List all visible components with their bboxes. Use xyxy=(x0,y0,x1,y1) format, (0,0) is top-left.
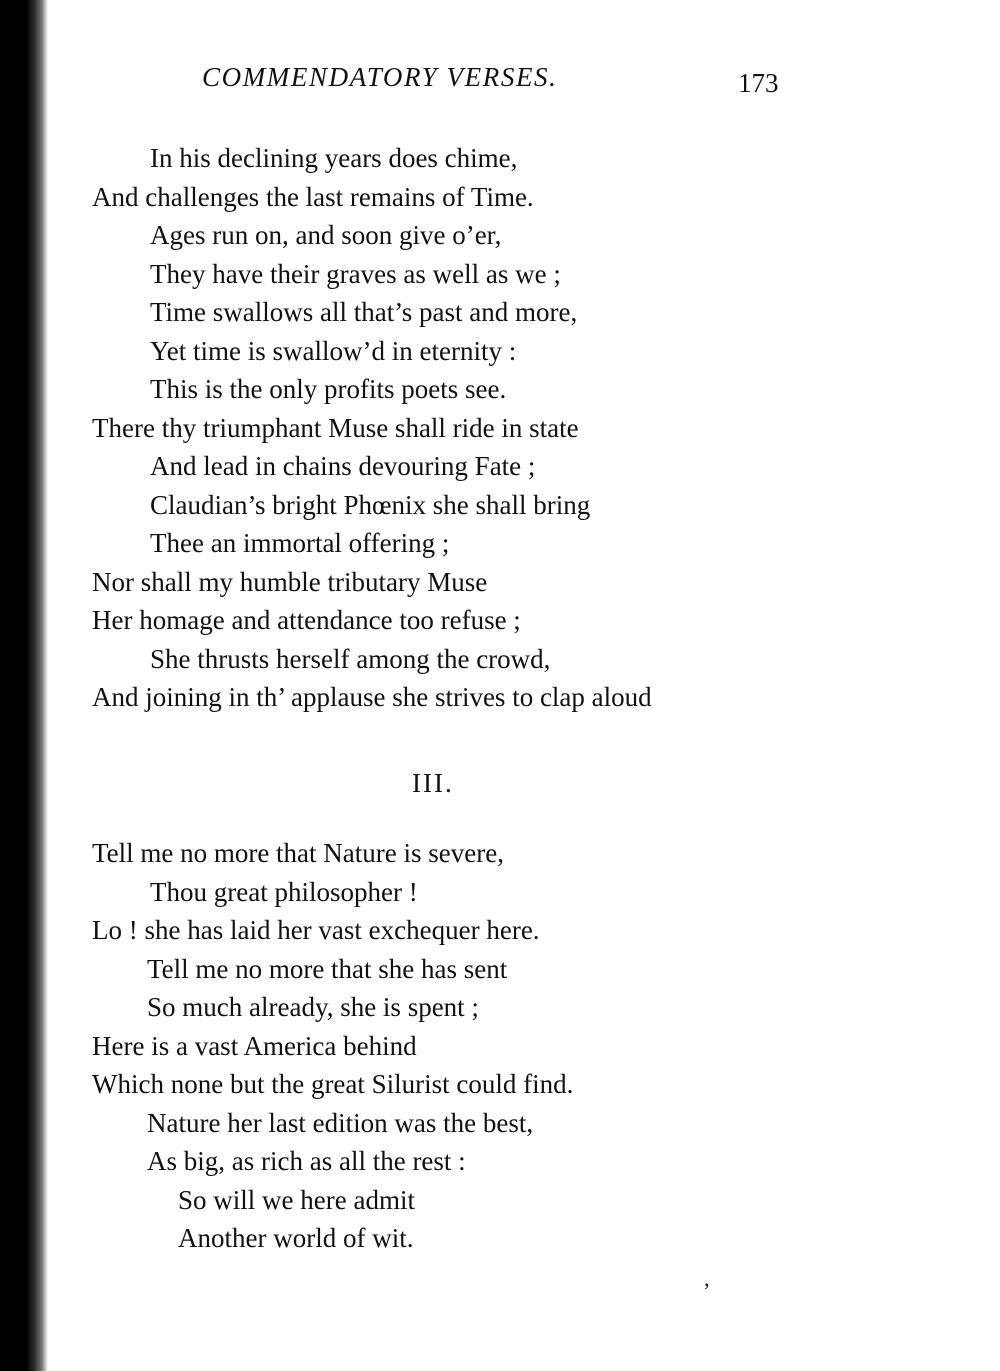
verse-line: Thou great philosopher ! xyxy=(150,876,418,907)
print-speck: ‚ xyxy=(703,1266,711,1291)
verse-line: Lo ! she has laid her vast exchequer here. xyxy=(92,915,540,945)
poem-section-iii xyxy=(92,834,573,1258)
verse-line: And joining in th’ applause she strives to clap aloud xyxy=(92,682,652,712)
verse-line: In his declining years does chime, xyxy=(150,143,518,173)
verse-line: Yet time is swallow’d in eternity : xyxy=(150,335,517,366)
verse-line: Nor shall my humble tributary Muse xyxy=(92,566,488,597)
verse-line: Her homage and attendance too refuse ; xyxy=(92,605,521,635)
section-heading: III. xyxy=(412,768,454,798)
verse-line: And challenges the last remains of Time. xyxy=(92,181,534,212)
page-header xyxy=(0,62,1000,102)
scanned-page-edge xyxy=(0,0,48,1371)
verse-line: Claudian’s bright Phœnix she shall bring xyxy=(150,489,591,520)
verse-line: So much already, she is spent ; xyxy=(147,992,479,1022)
verse-line: Which none but the great Silurist could find. xyxy=(92,1069,574,1099)
verse-line: Ages run on, and soon give o’er, xyxy=(150,220,502,250)
verse-line: Time swallows all that’s past and more, xyxy=(150,297,578,327)
verse-line: As big, as rich as all the rest : xyxy=(147,1146,466,1176)
verse-line: This is the only profits poets see. xyxy=(150,374,507,404)
verse-line: Nature her last edition was the best, xyxy=(147,1107,534,1138)
page-number: 173 xyxy=(738,68,779,98)
verse-line: So will we here admit xyxy=(178,1184,415,1215)
running-head: COMMENDATORY VERSES. xyxy=(202,62,558,92)
poem-continued xyxy=(92,139,652,717)
verse-line: They have their graves as well as we ; xyxy=(150,258,561,289)
verse-line: And lead in chains devouring Fate ; xyxy=(150,451,536,481)
verse-line: There thy triumphant Muse shall ride in state xyxy=(92,412,579,443)
verse-line: Here is a vast America behind xyxy=(92,1030,417,1061)
verse-line: She thrusts herself among the crowd, xyxy=(150,643,551,674)
verse-line: Another world of wit. xyxy=(178,1223,414,1253)
verse-line: Tell me no more that Nature is severe, xyxy=(92,838,504,868)
verse-line: Tell me no more that she has sent xyxy=(147,953,508,984)
verse-line: Thee an immortal offering ; xyxy=(150,528,450,558)
